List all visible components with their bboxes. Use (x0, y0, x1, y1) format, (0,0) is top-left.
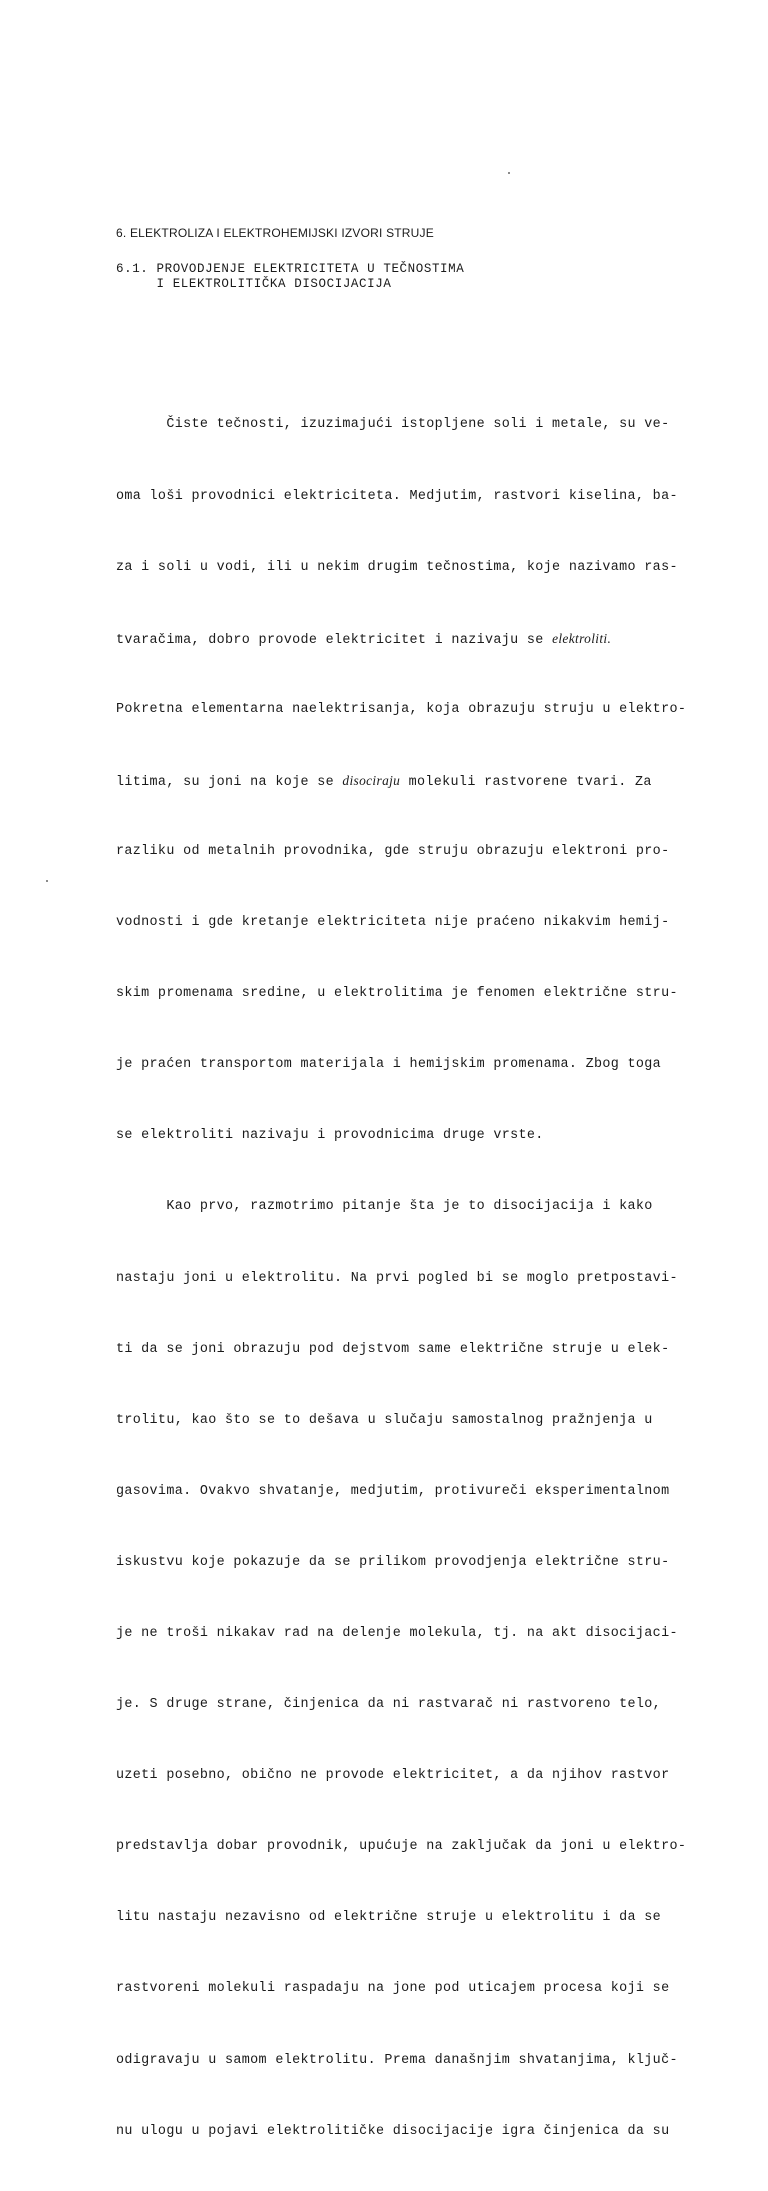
text-line (116, 627, 676, 651)
text-line: vodnosti i gde kretanje elektriciteta nije praćeno nikakvim hemij- (116, 915, 670, 931)
scan-speck (46, 880, 48, 882)
text-line: Kao prvo, razmotrimo pitanje šta je to disocijacija i kako (116, 1199, 653, 1215)
text-line: je ne troši nikakav rad na delenje molekula, tj. na akt disocijaci- (116, 1626, 678, 1641)
text-line: za i soli u vodi, ili u nekim drugim tečnostima, koje nazivamo ras- (116, 559, 678, 575)
text-segment: molekuli rastvorene tvari. Za (400, 774, 652, 790)
text-segment: tvaračima, dobro provode elektricitet i nazivaju se (116, 632, 553, 648)
text-line: odigravaju u samom elektrolitu. Prema današnjim shvatanjima, ključ- (116, 2052, 678, 2068)
text-segment: litima, su joni na koje se (116, 774, 343, 790)
chapter-title: 6. ELEKTROLIZA I ELEKTROHEMIJSKI IZVORI STRUJE (116, 226, 434, 240)
text-line: nu ulogu u pojavi elektrolitičke disocijacije igra činjenica da su (116, 2123, 670, 2139)
text-line: se elektroliti nazivaju i provodnicima druge vrste. (116, 1128, 544, 1144)
text-line: rastvoreni molekuli raspadaju na jone pod uticajem procesa koji se (116, 1981, 670, 1997)
section-title (116, 262, 464, 292)
section-title-line-2: I ELEKTROLITIČKA DISOCIJACIJA (116, 277, 392, 291)
italic-term-disociraju: disociraju (342, 772, 401, 788)
italic-term-elektroliti: elektroliti. (552, 630, 612, 646)
text-line: nastaju joni u elektrolitu. Na prvi pogled bi se moglo pretpostavi- (116, 1270, 678, 1286)
text-line: Čiste tečnosti, izuzimajući istopljene soli i metale, su ve- (116, 417, 670, 433)
text-line: je praćen transportom materijala i hemijskim promenama. Zbog toga (116, 1057, 662, 1073)
text-line: Pokretna elementarna naelektrisanja, koja obrazuju struju u elektro- (116, 701, 687, 717)
text-line: gasovima. Ovakvo shvatanje, medjutim, protivureči eksperimentalnom (116, 1483, 670, 1499)
section-title-line-1: 6.1. PROVODJENJE ELEKTRICITETA U TEČNOSTIMA (116, 262, 465, 276)
text-line: ti da se joni obrazuju pod dejstvom same električne struje u elek- (116, 1341, 670, 1357)
text-line: predstavlja dobar provodnik, upućuje na zaključak da joni u elektro- (116, 1839, 687, 1855)
text-line (116, 769, 676, 793)
text-line: uzeti posebno, obično ne provode elektricitet, a da njihov rastvor (116, 1768, 670, 1784)
text-line: razliku od metalnih provodnika, gde struju obrazuju elektroni pro- (116, 843, 670, 859)
scan-speck (508, 172, 510, 174)
text-line: litu nastaju nezavisno od električne struje u elektrolitu i da se (116, 1910, 662, 1926)
text-line: skim promenama sredine, u elektrolitima je fenomen električne stru- (116, 986, 678, 1002)
body-text (116, 366, 687, 2191)
text-line: oma loši provodnici elektriciteta. Medjutim, rastvori kiselina, ba- (116, 488, 678, 504)
text-line: iskustvu koje pokazuje da se prilikom provodjenja električne stru- (116, 1554, 670, 1570)
text-line: je. S druge strane, činjenica da ni rastvarač ni rastvoreno telo, (116, 1697, 662, 1713)
text-line: trolitu, kao što se to dešava u slučaju samostalnog pražnjenja u (116, 1412, 653, 1428)
